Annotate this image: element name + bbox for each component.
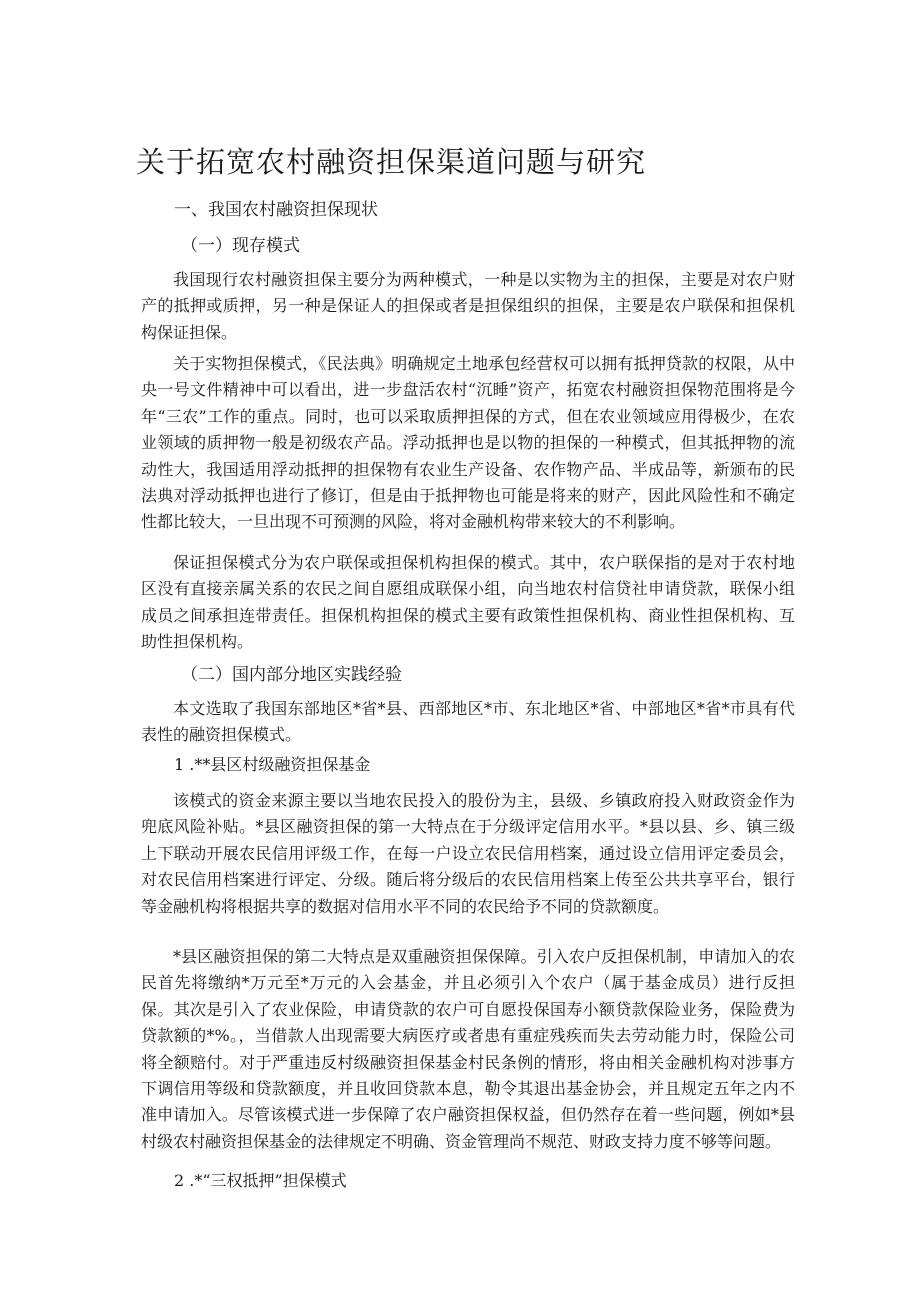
paragraph-1: 我国现行农村融资担保主要分为两种模式，一种是以实物为主的担保，主要是对农户财产的抵押或质押，另一种是保证人的担保或者是担保组织的担保，主要是农户联保和担保机构保证担保。: [141, 270, 795, 342]
paragraph-3: 保证担保模式分为农户联保或担保机构担保的模式。其中，农户联保指的是对于农村地区没有直接亲属关系的农民之间自愿组成联保小组，向当地农村信贷社申请贷款，联保小组成员之间承担连带责任。担保机构担保的模式主要有政策性担保机构、商业性担保机构、互助性担保机构。: [141, 553, 795, 652]
paragraph-5: 该模式的资金来源主要以当地农民投入的股份为主，县级、乡镇政府投入财政资金作为兜底风险补贴。*县区融资担保的第一大特点在于分级评定信用水平。*县以县、乡、镇三级上下联动开展农民信用评级工作，在每一户设立农民信用档案，通过设立信用评定委员会，对农民信用档案进行评定、分级。随后将分级后的农民信用档案上传至公共共享平台，银行等金融机构将根据共享的数据对信用水平不同的农民给予不同的贷款额度。: [141, 791, 795, 916]
paragraph-6: *县区融资担保的第二大特点是双重融资担保保障。引入农户反担保机制，申请加入的农民首先将缴纳*万元至*万元的入会基金，并且必须引入个农户（属于基金成员）进行反担保。其次是引入了农业保险，申请贷款的农户可自愿投保国寿小额贷款保险业务，保险费为贷款额的*%。，当借款人出现需要大病医疗或者患有重症残疾而失去劳动能力时，保险公司将全额赔付。对于严重违反村级融资担保基金村民条例的情形，将由相关金融机构对涉事方下调信用等级和贷款额度，并且收回贷款本息，勒令其退出基金协会，并且规定五年之内不准申请加入。尽管该模式进一步保障了农户融资担保权益，但仍然存在着一些问题，例如*县村级农村融资担保基金的法律规定不明确、资金管理尚不规范、财政支持力度不够等问题。: [141, 947, 795, 1151]
subsection-heading-1: （一）现存模式: [181, 236, 300, 256]
section-heading-1: 一、我国农村融资担保现状: [174, 200, 378, 220]
document-title: 关于拓宽农村融资担保渠道问题与研究: [136, 145, 647, 179]
paragraph-2: 关于实物担保模式，《民法典》明确规定土地承包经营权可以拥有抵押贷款的权限，从中央一号文件精神中可以看出，进一步盘活农村“沉睡”资产，拓宽农村融资担保物范围将是今年“三农”工作的重点。同时，也可以采取质押担保的方式，但在农业领域应用得极少，在农业领域的质押物一般是初级农产品。浮动抵押也是以物的担保的一种模式，但其抵押物的流动性大，我国适用浮动抵押的担保物有农业生产设备、农作物产品、半成品等，新颁布的民法典对浮动抵押也进行了修订，但是由于抵押物也可能是将来的财产，因此风险性和不确定性都比较大，一旦出现不可预测的风险，将对金融机构带来较大的不利影响。: [141, 354, 795, 532]
list-item-2-heading: 2 .*“三权抵押”担保模式: [174, 1171, 347, 1190]
subsection-heading-2: （二）国内部分地区实践经验: [181, 665, 402, 685]
paragraph-4: 本文选取了我国东部地区*省*县、西部地区*市、东北地区*省、中部地区*省*市具有代表性的融资担保模式。: [141, 699, 795, 745]
list-item-1-heading: 1 .**县区村级融资担保基金: [174, 755, 371, 774]
